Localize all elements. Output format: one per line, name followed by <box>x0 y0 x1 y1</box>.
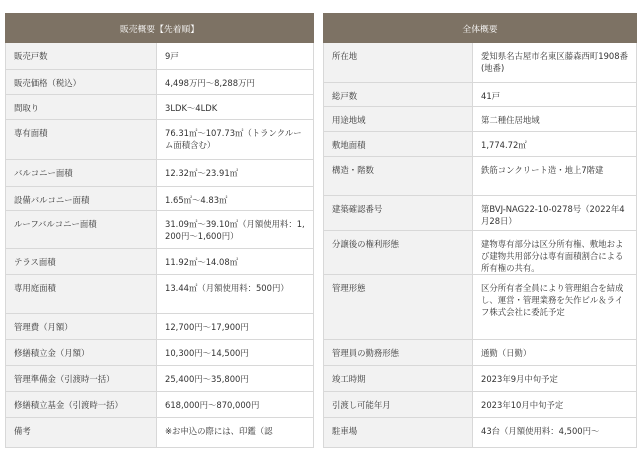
row-label: 引渡し可能年月 <box>324 392 473 418</box>
table-row <box>6 392 314 418</box>
table-row <box>324 340 637 366</box>
row-value: 12,700円～17,900円 <box>157 314 314 340</box>
row-value: 9戸 <box>157 43 314 70</box>
general-overview-title: 全体概要 <box>324 14 637 43</box>
table-row <box>6 43 314 70</box>
general-overview-table <box>323 13 637 448</box>
row-label: テラス面積 <box>6 249 157 275</box>
row-label: 総戸数 <box>324 83 473 107</box>
table-row <box>6 249 314 275</box>
row-label: 敷地面積 <box>324 132 473 157</box>
row-value: 3LDK～4LDK <box>157 95 314 120</box>
row-label: 駐車場 <box>324 418 473 448</box>
row-label: 所在地 <box>324 43 473 83</box>
row-label: 管理費（月額） <box>6 314 157 340</box>
table-row <box>6 187 314 211</box>
row-value: 2023年10月中旬予定 <box>473 392 637 418</box>
row-label: 用途地域 <box>324 107 473 132</box>
row-value: 建物専有部分は区分所有権、敷地および建物共用部分は専有面積割合による所有権の共有。 <box>473 231 637 275</box>
row-value: 4,498万円～8,288万円 <box>157 70 314 95</box>
row-value: 43台（月額使用料：4,500円～ <box>473 418 637 448</box>
row-label: 専用庭面積 <box>6 275 157 314</box>
row-label: 管理準備金（引渡時一括） <box>6 366 157 392</box>
row-value: 13.44㎡（月額使用料：500円） <box>157 275 314 314</box>
table-row <box>324 418 637 448</box>
table-row <box>324 43 637 83</box>
row-value: 10,300円～14,500円 <box>157 340 314 366</box>
row-value: 618,000円～870,000円 <box>157 392 314 418</box>
row-label: 分譲後の権利形態 <box>324 231 473 275</box>
row-value: 区分所有者全員により管理組合を結成し、運営・管理業務を矢作ビル＆ライフ株式会社に委託予定 <box>473 275 637 340</box>
row-label: 販売価格（税込） <box>6 70 157 95</box>
row-value: 1.65㎡～4.83㎡ <box>157 187 314 211</box>
row-label: 間取り <box>6 95 157 120</box>
table-row <box>324 132 637 157</box>
table-row <box>324 107 637 132</box>
row-value: 通勤（日勤） <box>473 340 637 366</box>
table-row <box>6 211 314 249</box>
table-row <box>324 275 637 340</box>
row-label: 設備バルコニー面積 <box>6 187 157 211</box>
row-label: 備考 <box>6 418 157 448</box>
table-row <box>324 392 637 418</box>
table-row <box>324 231 637 275</box>
table-row <box>6 120 314 160</box>
table-row <box>324 83 637 107</box>
sales-overview-title: 販売概要【先着順】 <box>6 14 314 43</box>
row-value: 1,774.72㎡ <box>473 132 637 157</box>
row-label: 構造・階数 <box>324 157 473 196</box>
row-value: 第二種住居地域 <box>473 107 637 132</box>
row-value: 31.09㎡～39.10㎡（月額使用料：1,200円～1,600円） <box>157 211 314 249</box>
row-label: バルコニー面積 <box>6 160 157 187</box>
row-value: 76.31㎡～107.73㎡（トランクルーム面積含む） <box>157 120 314 160</box>
table-row <box>6 95 314 120</box>
row-value: ※お申込の際には、印鑑（認 <box>157 418 314 448</box>
row-label: ルーフバルコニー面積 <box>6 211 157 249</box>
row-value: 41戸 <box>473 83 637 107</box>
table-row <box>324 196 637 231</box>
row-label: 販売戸数 <box>6 43 157 70</box>
table-row <box>6 160 314 187</box>
table-row <box>6 70 314 95</box>
row-label: 管理形態 <box>324 275 473 340</box>
row-value: 鉄筋コンクリート造・地上7階建 <box>473 157 637 196</box>
row-value: 12.32㎡～23.91㎡ <box>157 160 314 187</box>
row-value: 2023年9月中旬予定 <box>473 366 637 392</box>
row-label: 専有面積 <box>6 120 157 160</box>
row-label: 建築確認番号 <box>324 196 473 231</box>
table-row <box>324 366 637 392</box>
table-row <box>324 157 637 196</box>
row-value: 25,400円～35,800円 <box>157 366 314 392</box>
table-row <box>6 366 314 392</box>
row-value: 愛知県名古屋市名東区藤森西町1908番(地番) <box>473 43 637 83</box>
row-value: 第BVJ-NAG22-10-0278号（2022年4月28日） <box>473 196 637 231</box>
table-row <box>6 340 314 366</box>
table-row <box>6 418 314 448</box>
table-row <box>6 275 314 314</box>
sales-overview-table <box>5 13 314 448</box>
table-row <box>6 314 314 340</box>
row-label: 竣工時期 <box>324 366 473 392</box>
row-value: 11.92㎡～14.08㎡ <box>157 249 314 275</box>
row-label: 修繕積立金（月額） <box>6 340 157 366</box>
row-label: 管理員の勤務形態 <box>324 340 473 366</box>
row-label: 修繕積立基金（引渡時一括） <box>6 392 157 418</box>
